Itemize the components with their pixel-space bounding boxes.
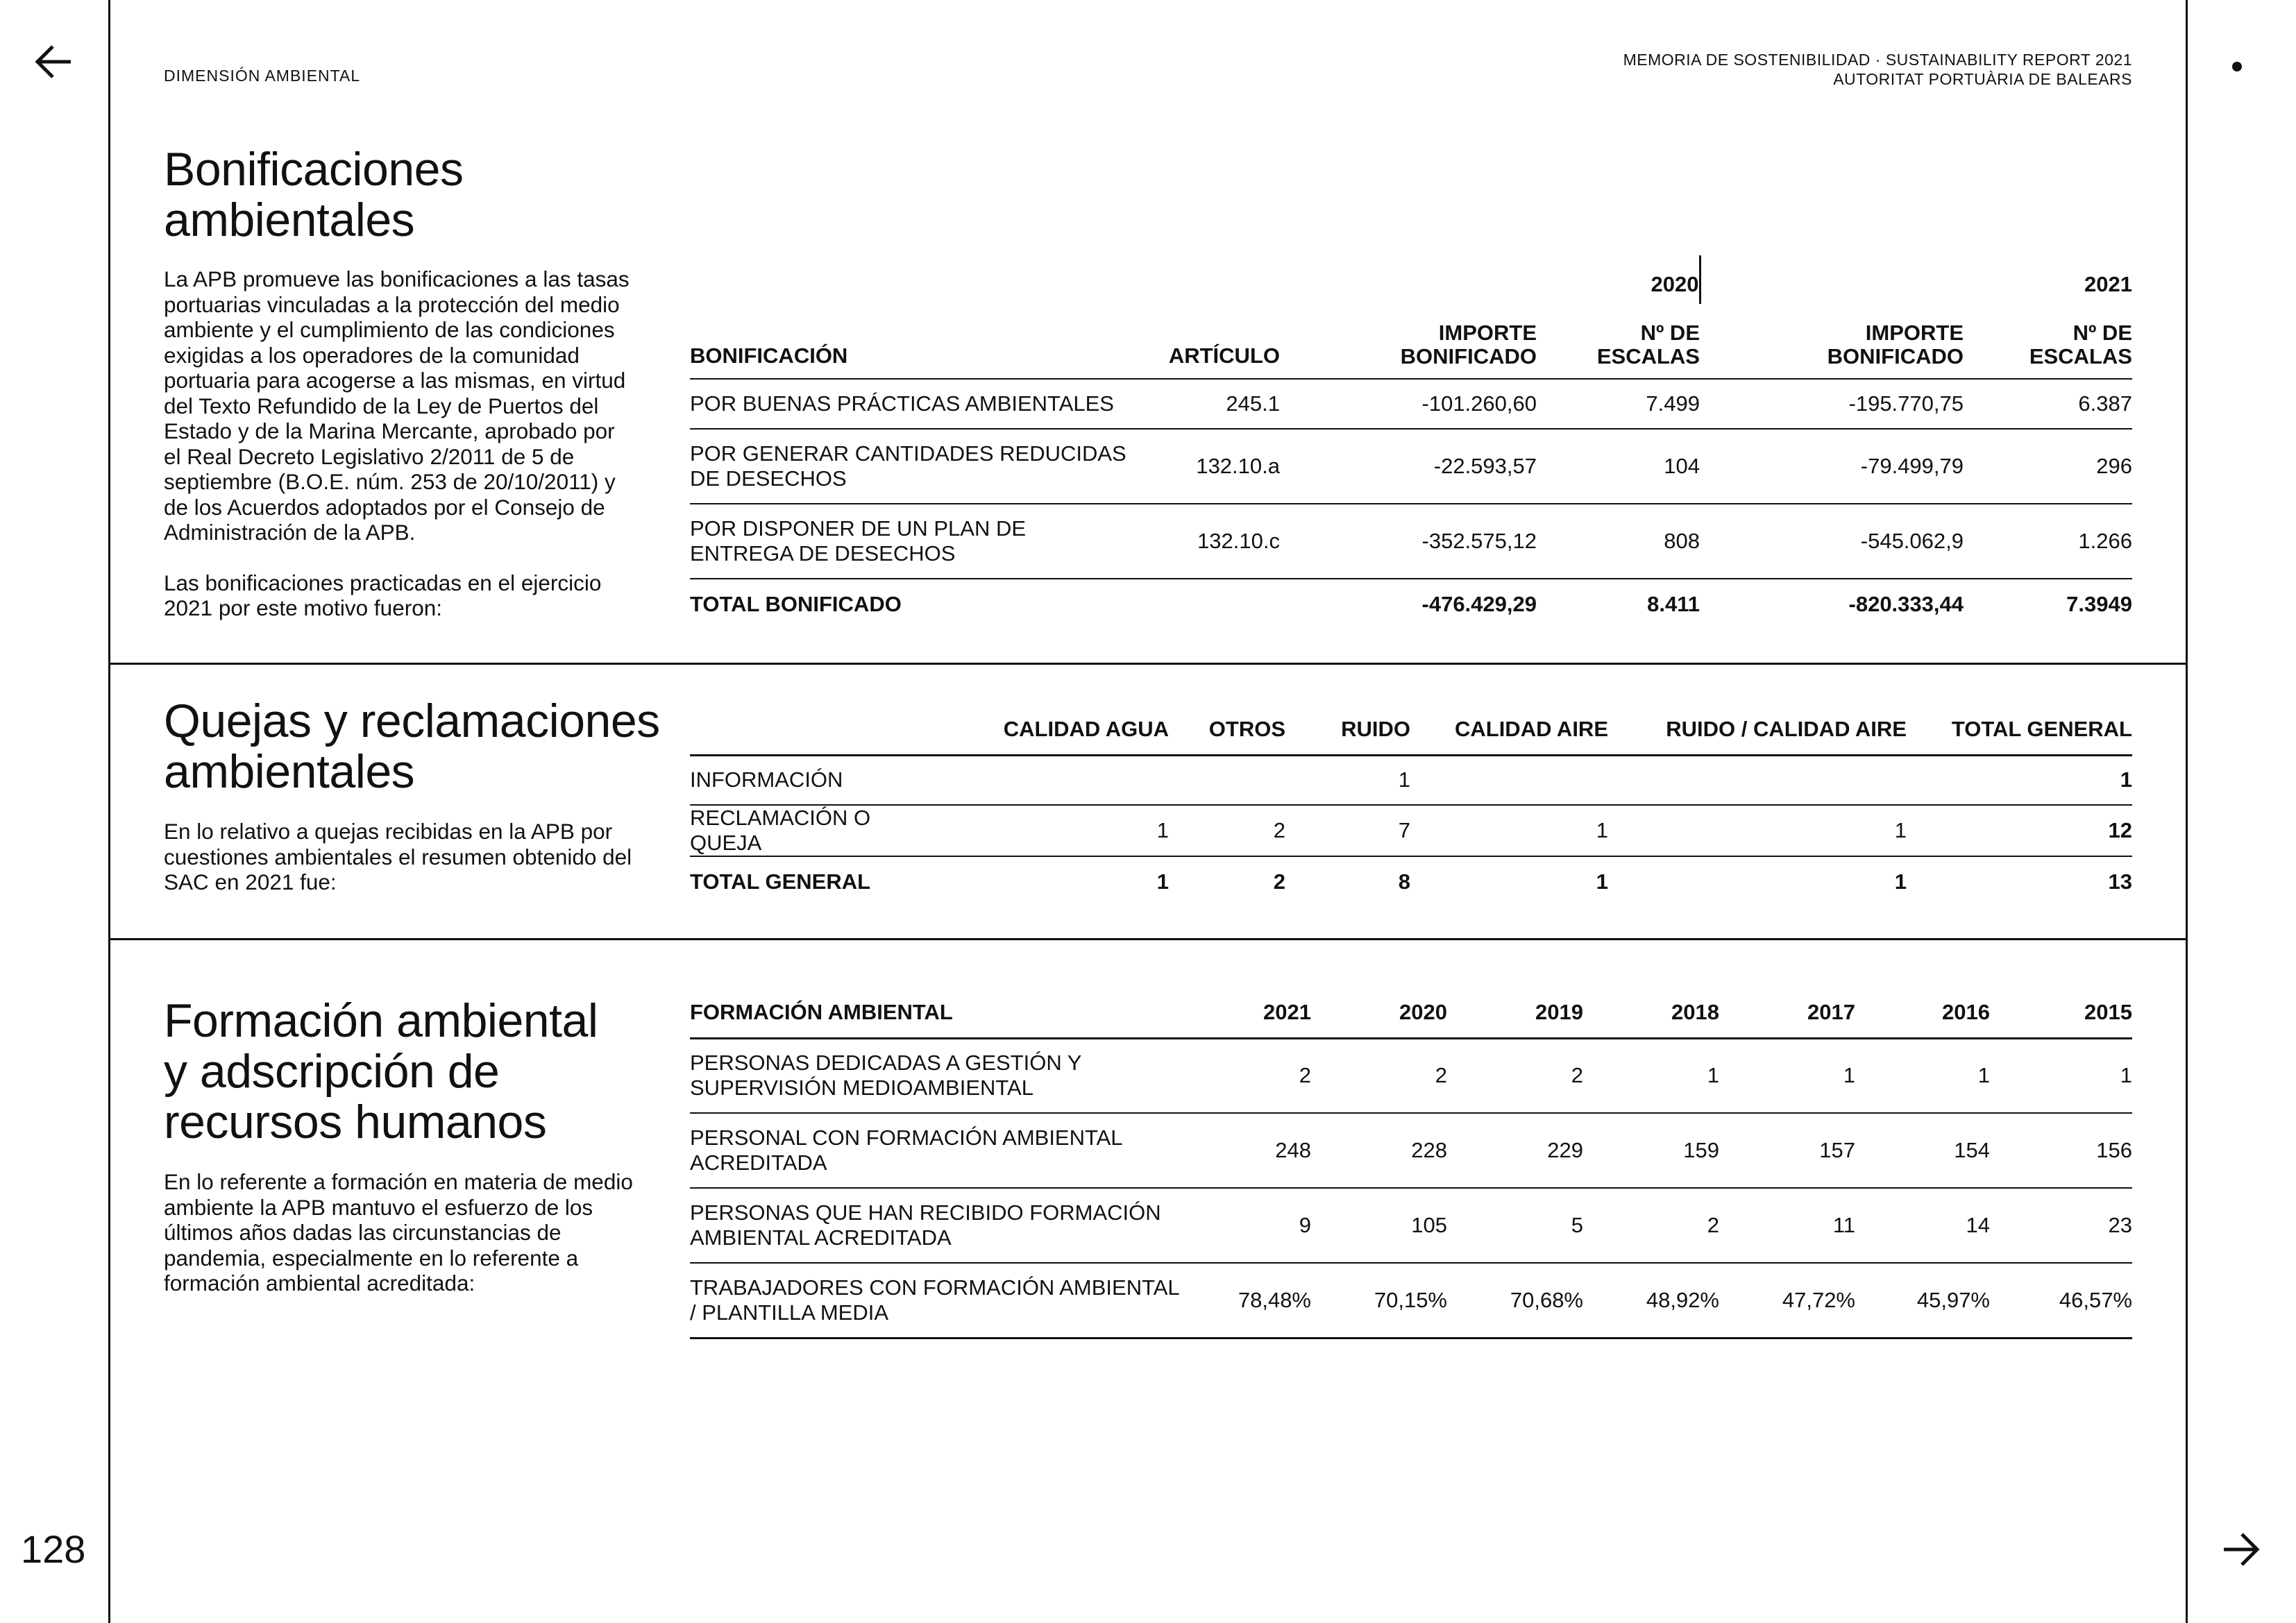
cell: 229 <box>1447 1113 1583 1188</box>
title-line: Quejas y reclamaciones <box>164 695 660 747</box>
cell: 46,57% <box>1990 1263 2132 1338</box>
cell: 11 <box>1719 1188 1855 1263</box>
header-line: ESCALAS <box>1596 344 1700 368</box>
header-total-general: TOTAL GENERAL <box>1951 717 2132 742</box>
header-articulo: ARTÍCULO <box>1168 343 1280 368</box>
cell-importe-2020: -22.593,57 <box>1280 429 1537 504</box>
header-line: Nº DE <box>1640 321 1700 345</box>
cell: 8 <box>1285 856 1410 906</box>
page-number: 128 <box>21 1527 86 1571</box>
title-line: Bonificaciones <box>164 143 464 196</box>
cell <box>947 755 1169 805</box>
table-row <box>690 429 2132 504</box>
cell-total: 1 <box>1907 755 2132 805</box>
bonificaciones-table <box>690 255 2132 629</box>
row-label <box>690 1038 1190 1113</box>
header-year: 2017 <box>1807 1000 1855 1025</box>
header-line: Nº DE <box>2073 321 2132 345</box>
table-row <box>690 1113 2132 1188</box>
title-line: recursos humanos <box>164 1096 547 1148</box>
header-line: BONIFICADO <box>1827 344 1964 368</box>
bonificaciones-title <box>164 144 463 246</box>
row-label <box>690 504 1134 579</box>
table-row <box>690 379 2132 429</box>
label-line: AMBIENTAL ACREDITADA <box>690 1225 952 1250</box>
section-divider <box>110 663 2186 665</box>
header-escalas-2021 <box>1964 304 2132 379</box>
cell-escalas-2020: 808 <box>1537 504 1700 579</box>
cell-importe-2020: -352.575,12 <box>1280 504 1537 579</box>
paragraph: En lo referente a formación en materia de medio ambiente la APB mantuvo el esfuerzo de los últimos años dadas las circunstancias de pandemia, especialmente en lo referente a formación ambiental acreditada: <box>164 1169 633 1295</box>
column-header-row <box>690 988 2132 1038</box>
cell: 2 <box>1311 1038 1447 1113</box>
cell: 1 <box>1990 1038 2132 1113</box>
total-row <box>690 856 2132 906</box>
cell-importe-2020: -101.260,60 <box>1280 379 1537 429</box>
cell <box>1410 755 1608 805</box>
cell: 1 <box>1410 856 1608 906</box>
table-row <box>690 1188 2132 1263</box>
cell: 154 <box>1855 1113 1990 1188</box>
cell: 157 <box>1719 1113 1855 1188</box>
cell: 47,72% <box>1719 1263 1855 1338</box>
cell: 2 <box>1190 1038 1311 1113</box>
report-organization: AUTORITAT PORTUÀRIA DE BALEARS <box>1833 70 2132 88</box>
cell: 1 <box>1608 856 1907 906</box>
label-line: SUPERVISIÓN MEDIOAMBIENTAL <box>690 1076 1033 1101</box>
cell: 9 <box>1190 1188 1311 1263</box>
cell: 2 <box>1169 856 1285 906</box>
cell-total: 12 <box>1907 805 2132 856</box>
year-2020: 2020 <box>1537 255 1700 304</box>
header-line: IMPORTE <box>1438 321 1537 345</box>
table-row <box>690 504 2132 579</box>
cell: 2 <box>1583 1188 1719 1263</box>
cell: 1 <box>1410 805 1608 856</box>
label-line: PERSONAL CON FORMACIÓN AMBIENTAL <box>690 1125 1123 1150</box>
header-otros: OTROS <box>1208 717 1285 742</box>
total-label: TOTAL GENERAL <box>690 856 947 906</box>
cell-importe-2021: -195.770,75 <box>1700 379 1964 429</box>
cell: 105 <box>1311 1188 1447 1263</box>
label-line: POR GENERAR CANTIDADES REDUCIDAS <box>690 441 1126 466</box>
section-header: DIMENSIÓN AMBIENTAL <box>164 67 361 85</box>
cell: 1 <box>1285 755 1410 805</box>
section-divider <box>110 938 2186 940</box>
label-line: DE DESECHOS <box>690 466 847 491</box>
title-line: ambientales <box>164 194 415 246</box>
formacion-text <box>164 1169 636 1321</box>
row-label <box>690 379 1134 429</box>
paragraph: En lo relativo a quejas recibidas en la APB por cuestiones ambientales el resumen obtenido del SAC en 2021 fue: <box>164 819 632 894</box>
year-header-row <box>690 255 2132 304</box>
header-year: 2021 <box>1263 1000 1311 1025</box>
bonificaciones-text <box>164 266 636 646</box>
label-line: ENTREGA DE DESECHOS <box>690 541 956 566</box>
formacion-title <box>164 996 598 1148</box>
cell <box>1169 755 1285 805</box>
arrow-left-icon[interactable] <box>33 44 74 82</box>
header-calidad-agua: CALIDAD AGUA <box>1003 717 1169 742</box>
total-escalas-2020: 8.411 <box>1537 579 1700 629</box>
header-year: 2016 <box>1942 1000 1990 1025</box>
cell: 248 <box>1190 1113 1311 1188</box>
cell: 14 <box>1855 1188 1990 1263</box>
cell: 228 <box>1311 1113 1447 1188</box>
paragraph: La APB promueve las bonificaciones a las tasas portuarias vinculadas a la protección del medio ambiente y el cumplimiento de las condiciones exigidas a los operadores de la comunidad portuaria para acogerse a las mismas, en virtud del Texto Refundido de la Ley de Puertos del Estado y de la Marina Mercante, aprobado por el Real Decreto Legislativo 2/2011 de 5 de septiembre (B.O.E. núm. 253 de 20/10/2011) y de los Acuerdos adoptados por el Consejo de Administración de la APB. <box>164 266 630 545</box>
table-row <box>690 755 2132 805</box>
cell: 70,15% <box>1311 1263 1447 1338</box>
total-importe-2020: -476.429,29 <box>1280 579 1537 629</box>
cell: 156 <box>1990 1113 2132 1188</box>
row-label <box>690 1113 1190 1188</box>
year-2021: 2021 <box>2084 272 2132 296</box>
row-label <box>690 429 1134 504</box>
cell: 7 <box>1285 805 1410 856</box>
cell: 1 <box>1583 1038 1719 1113</box>
label-line: / PLANTILLA MEDIA <box>690 1300 888 1325</box>
header-ruido: RUIDO <box>1341 717 1410 742</box>
cell-escalas-2021: 296 <box>1964 429 2132 504</box>
header-year: 2018 <box>1671 1000 1719 1025</box>
cell: 159 <box>1583 1113 1719 1188</box>
quejas-title <box>164 696 660 797</box>
header-line: BONIFICADO <box>1400 344 1537 368</box>
column-header-row <box>690 304 2132 379</box>
table-row <box>690 1263 2132 1338</box>
total-escalas-2021: 7.3949 <box>1964 579 2132 629</box>
cell-escalas-2020: 104 <box>1537 429 1700 504</box>
cell-articulo: 132.10.a <box>1134 429 1280 504</box>
row-label: RECLAMACIÓN O QUEJA <box>690 805 947 856</box>
report-title: MEMORIA DE SOSTENIBILIDAD · SUSTAINABILITY REPORT 2021 <box>1623 51 2132 69</box>
title-line: ambientales <box>164 745 415 798</box>
header-escalas-2020 <box>1537 304 1700 379</box>
cell: 45,97% <box>1855 1263 1990 1338</box>
cell: 78,48% <box>1190 1263 1311 1338</box>
label-line: PERSONAS QUE HAN RECIBIDO FORMACIÓN <box>690 1200 1161 1225</box>
dot-icon <box>2231 61 2243 75</box>
label-line: TRABAJADORES CON FORMACIÓN AMBIENTAL <box>690 1275 1180 1300</box>
cell-importe-2021: -545.062,9 <box>1700 504 1964 579</box>
cell-escalas-2020: 7.499 <box>1537 379 1700 429</box>
header-importe-2021 <box>1700 304 1964 379</box>
cell: 70,68% <box>1447 1263 1583 1338</box>
cell: 1 <box>947 856 1169 906</box>
cell: 1 <box>1608 805 1907 856</box>
left-border <box>108 0 110 1623</box>
row-label <box>690 1188 1190 1263</box>
cell: 2 <box>1447 1038 1583 1113</box>
row-label: INFORMACIÓN <box>690 755 947 805</box>
total-row <box>690 579 2132 629</box>
cell: 2 <box>1169 805 1285 856</box>
header-line: IMPORTE <box>1865 321 1964 345</box>
title-line: Formación ambiental <box>164 994 598 1047</box>
cell: 1 <box>1855 1038 1990 1113</box>
cell-articulo: 245.1 <box>1134 379 1280 429</box>
cell: 23 <box>1990 1188 2132 1263</box>
header-line: ESCALAS <box>2029 344 2132 368</box>
cell: 1 <box>947 805 1169 856</box>
report-header <box>1623 50 2132 89</box>
cell-importe-2021: -79.499,79 <box>1700 429 1964 504</box>
header-ruido-calidad-aire: RUIDO / CALIDAD AIRE <box>1666 717 1907 742</box>
cell-total: 13 <box>1907 856 2132 906</box>
table-row <box>690 805 2132 856</box>
quejas-table <box>690 705 2132 906</box>
cell: 1 <box>1719 1038 1855 1113</box>
header-calidad-aire: CALIDAD AIRE <box>1454 717 1608 742</box>
row-label <box>690 1263 1190 1338</box>
label-line: ACREDITADA <box>690 1150 827 1175</box>
arrow-right-icon[interactable] <box>2221 1532 2261 1570</box>
header-year: 2015 <box>2084 1000 2132 1025</box>
table-row <box>690 1038 2132 1113</box>
column-header-row <box>690 705 2132 755</box>
header-importe-2020 <box>1280 304 1537 379</box>
cell <box>1608 755 1907 805</box>
label-line: POR BUENAS PRÁCTICAS AMBIENTALES <box>690 391 1114 416</box>
quejas-text <box>164 819 636 920</box>
label-line: POR DISPONER DE UN PLAN DE <box>690 516 1027 541</box>
cell-escalas-2021: 1.266 <box>1964 504 2132 579</box>
title-line: y adscripción de <box>164 1045 500 1098</box>
header-bonificacion: BONIFICACIÓN <box>690 343 848 368</box>
header-formacion: FORMACIÓN AMBIENTAL <box>690 1000 953 1025</box>
right-border <box>2186 0 2188 1623</box>
paragraph: Las bonificaciones practicadas en el ejercicio 2021 por este motivo fueron: <box>164 570 602 620</box>
formacion-table <box>690 988 2132 1339</box>
header-year: 2020 <box>1399 1000 1447 1025</box>
total-importe-2021: -820.333,44 <box>1700 579 1964 629</box>
cell-articulo: 132.10.c <box>1134 504 1280 579</box>
cell: 5 <box>1447 1188 1583 1263</box>
total-label: TOTAL BONIFICADO <box>690 579 1134 629</box>
cell-escalas-2021: 6.387 <box>1964 379 2132 429</box>
header-year: 2019 <box>1535 1000 1583 1025</box>
cell: 48,92% <box>1583 1263 1719 1338</box>
label-line: PERSONAS DEDICADAS A GESTIÓN Y <box>690 1051 1082 1076</box>
